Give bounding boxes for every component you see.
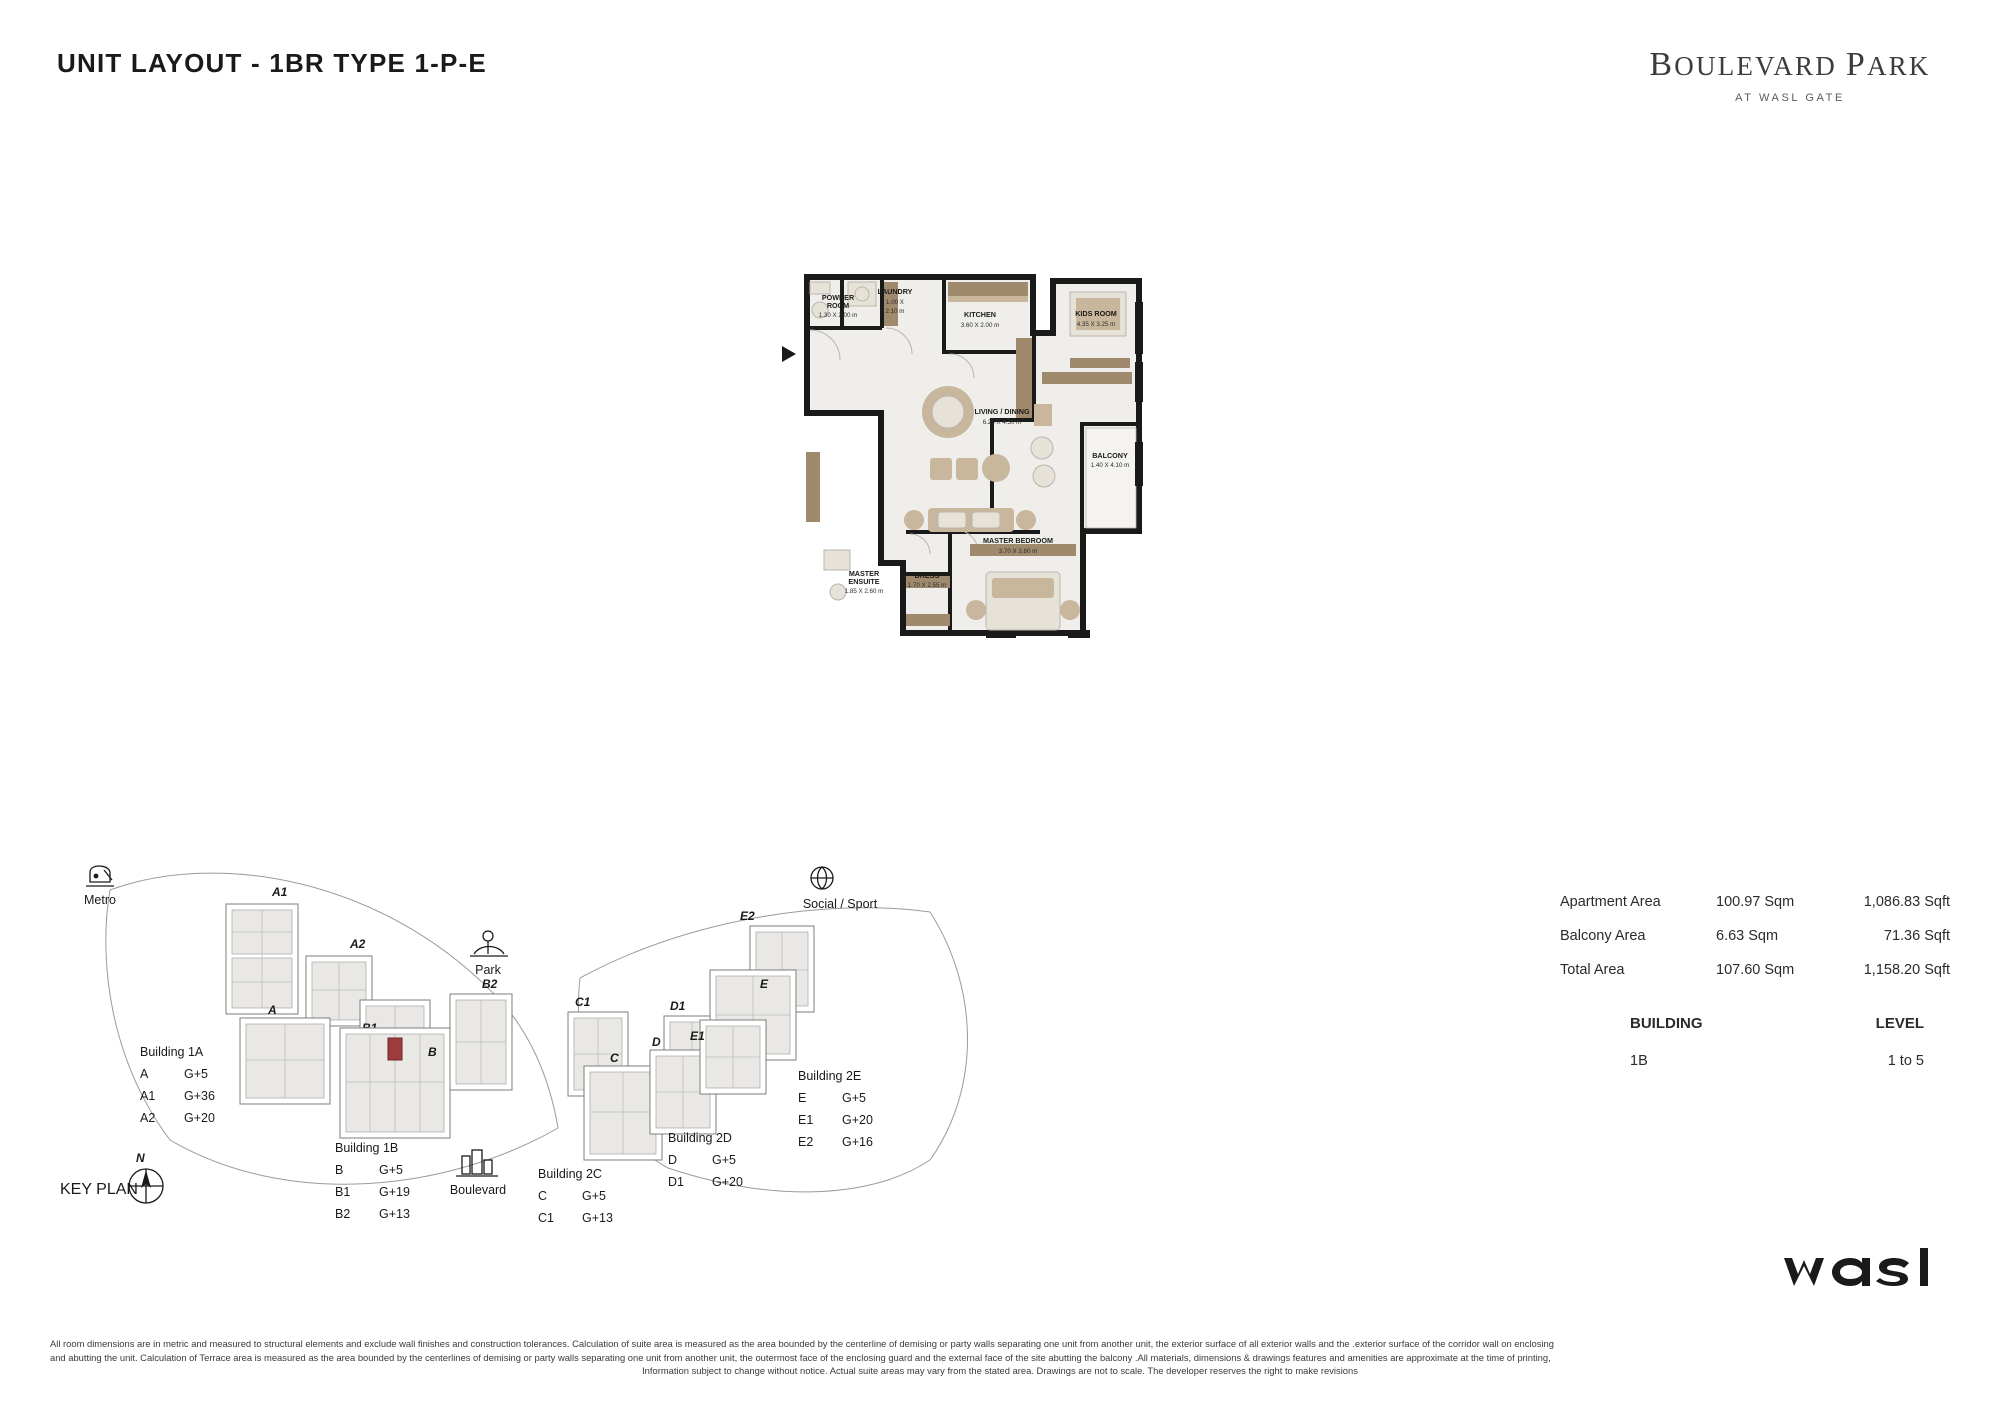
area-sqm: 100.97 Sqm xyxy=(1716,894,1795,910)
svg-text:DRESS: DRESS xyxy=(914,571,940,580)
area-label: Balcony Area xyxy=(1560,928,1646,944)
svg-text:G+5: G+5 xyxy=(184,1067,208,1081)
svg-text:B1: B1 xyxy=(335,1185,351,1199)
area-summary-table xyxy=(1560,885,1950,1078)
table-row xyxy=(1560,919,1950,953)
building-legend-2c xyxy=(538,1167,613,1225)
svg-text:G+36: G+36 xyxy=(184,1089,215,1103)
svg-text:LIVING / DINING: LIVING / DINING xyxy=(974,407,1030,416)
wasl-logo xyxy=(1780,1248,1940,1296)
building-legend-2e xyxy=(798,1069,873,1149)
svg-text:G+5: G+5 xyxy=(582,1189,606,1203)
svg-text:B2: B2 xyxy=(482,977,498,991)
svg-text:E1: E1 xyxy=(690,1029,705,1043)
svg-text:A: A xyxy=(268,1003,277,1017)
svg-text:A2: A2 xyxy=(350,937,366,951)
disclaimer-line-3: Information subject to change without notice. Actual suite areas may vary from the stated area. Drawings are not to scale. The developer reserves the right to make revisions xyxy=(642,1365,1358,1377)
svg-text:1.85 X 2.60 m: 1.85 X 2.60 m xyxy=(844,588,884,595)
block-a1 xyxy=(226,885,298,1014)
svg-text:3.60 X 2.00 m: 3.60 X 2.00 m xyxy=(960,322,1000,329)
svg-text:BALCONY: BALCONY xyxy=(1092,451,1128,460)
area-label: Total Area xyxy=(1560,962,1625,978)
level-header: LEVEL xyxy=(1875,1015,1924,1032)
svg-text:Building 2E: Building 2E xyxy=(798,1069,862,1083)
disclaimer-line-2: and abutting the unit. Calculation of Terrace area is measured as the area bounded by the centerlines of demising or party walls separating one unit from another unit, the outermost face of the enclosing guard and the external face of the site abutting the balcony .All materials, dimensions & drawings features and amenities are approximate at the time of printing, xyxy=(50,1351,1551,1363)
brand-name: BOULEVARD PARK xyxy=(1649,46,1931,83)
svg-text:D1: D1 xyxy=(668,1175,684,1189)
compass-north-label: N xyxy=(136,1151,145,1165)
svg-text:G+19: G+19 xyxy=(379,1185,410,1199)
svg-text:G+20: G+20 xyxy=(712,1175,743,1189)
svg-text:G+5: G+5 xyxy=(379,1163,403,1177)
svg-text:C: C xyxy=(610,1051,619,1065)
svg-text:POWDER: POWDER xyxy=(821,293,855,302)
svg-text:G+5: G+5 xyxy=(712,1153,736,1167)
area-sqm: 6.63 Sqm xyxy=(1716,928,1779,944)
key-plan-label: KEY PLAN xyxy=(60,1181,138,1198)
svg-text:C: C xyxy=(538,1189,548,1203)
park-icon xyxy=(470,931,508,956)
amenity-label-metro: Metro xyxy=(84,893,116,907)
social-sport-icon xyxy=(811,867,833,889)
svg-text:G+16: G+16 xyxy=(842,1135,873,1149)
block-b2 xyxy=(450,977,512,1090)
building-value: 1B xyxy=(1630,1053,1648,1069)
svg-text:E: E xyxy=(798,1091,807,1105)
block-a xyxy=(240,1003,330,1104)
disclaimer xyxy=(50,1337,1950,1378)
svg-text:D: D xyxy=(652,1035,661,1049)
svg-text:E2: E2 xyxy=(798,1135,814,1149)
svg-text:MASTER: MASTER xyxy=(848,569,880,578)
svg-text:Building 2C: Building 2C xyxy=(538,1167,602,1181)
amenity-label-boulevard: Boulevard xyxy=(449,1183,507,1197)
svg-text:Building 1A: Building 1A xyxy=(140,1045,204,1059)
svg-text:G+5: G+5 xyxy=(842,1091,866,1105)
svg-text:G+13: G+13 xyxy=(582,1211,613,1225)
svg-text:E2: E2 xyxy=(740,909,755,923)
svg-text:1.70 X 2.55 m: 1.70 X 2.55 m xyxy=(907,582,947,589)
amenity-label-park: Park xyxy=(475,963,501,977)
svg-text:A2: A2 xyxy=(140,1111,156,1125)
svg-text:2.10 m: 2.10 m xyxy=(885,308,905,315)
area-label: Apartment Area xyxy=(1560,894,1661,910)
svg-text:E: E xyxy=(760,977,769,991)
building-header: BUILDING xyxy=(1630,1015,1703,1032)
svg-text:B: B xyxy=(428,1045,437,1059)
svg-text:A1: A1 xyxy=(140,1089,156,1103)
svg-text:6.20 X 4.50 m: 6.20 X 4.50 m xyxy=(982,419,1022,426)
floor-plan xyxy=(780,262,1240,772)
building-legend-1a xyxy=(140,1045,215,1125)
svg-text:ROOM: ROOM xyxy=(826,301,850,310)
area-sqm: 107.60 Sqm xyxy=(1716,962,1795,978)
svg-text:1.00 X: 1.00 X xyxy=(886,299,904,306)
level-value: 1 to 5 xyxy=(1887,1053,1924,1069)
svg-text:E1: E1 xyxy=(798,1113,814,1127)
svg-text:MASTER BEDROOM: MASTER BEDROOM xyxy=(983,536,1053,545)
table-row xyxy=(1560,953,1950,987)
area-sqft: 71.36 Sqft xyxy=(1883,928,1950,944)
svg-text:ENSUITE: ENSUITE xyxy=(848,577,880,586)
building-level-header xyxy=(1560,987,1950,1041)
table-row xyxy=(1560,885,1950,919)
key-plan xyxy=(50,860,1180,1300)
block-e1 xyxy=(690,1020,766,1094)
svg-text:D: D xyxy=(668,1153,678,1167)
highlighted-unit xyxy=(388,1038,402,1060)
brand-logo xyxy=(1640,46,1940,104)
svg-text:Building 1B: Building 1B xyxy=(335,1141,399,1155)
svg-text:1.40 X 4.10 m: 1.40 X 4.10 m xyxy=(1090,462,1130,469)
metro-icon xyxy=(86,866,114,886)
svg-text:A: A xyxy=(140,1067,149,1081)
building-legend-2d xyxy=(668,1131,743,1189)
svg-text:C1: C1 xyxy=(538,1211,554,1225)
svg-text:G+13: G+13 xyxy=(379,1207,410,1221)
svg-text:1.30 X 2.00 m: 1.30 X 2.00 m xyxy=(818,312,858,319)
area-sqft: 1,158.20 Sqft xyxy=(1863,962,1950,978)
svg-text:G+20: G+20 xyxy=(842,1113,873,1127)
area-sqft: 1,086.83 Sqft xyxy=(1863,894,1950,910)
svg-text:A1: A1 xyxy=(272,885,288,899)
disclaimer-line-1: All room dimensions are in metric and measured to structural elements and exclude wall finishes and construction tolerances. Calculation of suite area is measured as the area bounded by the centerline of demising or party walls separating one unit from another unit, the exterior surface of all exterior walls and the .exterior surface of the corridor wall on enclosing xyxy=(50,1338,1554,1350)
svg-text:KIDS ROOM: KIDS ROOM xyxy=(1075,309,1117,318)
svg-text:LAUNDRY: LAUNDRY xyxy=(877,287,913,296)
svg-text:B: B xyxy=(335,1163,344,1177)
svg-text:B2: B2 xyxy=(335,1207,351,1221)
page-title: UNIT LAYOUT - 1BR TYPE 1-P-E xyxy=(57,48,487,78)
svg-text:4.35 X 3.25 m: 4.35 X 3.25 m xyxy=(1076,321,1116,328)
svg-text:G+20: G+20 xyxy=(184,1111,215,1125)
building-level-values xyxy=(1560,1041,1950,1078)
svg-text:3.70 X 3.80 m: 3.70 X 3.80 m xyxy=(998,548,1038,555)
brand-subtitle: AT WASL GATE xyxy=(1735,92,1845,104)
svg-text:C1: C1 xyxy=(575,995,591,1009)
svg-text:D1: D1 xyxy=(670,999,686,1013)
svg-text:Building 2D: Building 2D xyxy=(668,1131,732,1145)
amenity-label-social: Social / Sport xyxy=(802,897,878,911)
svg-text:KITCHEN: KITCHEN xyxy=(964,310,996,319)
